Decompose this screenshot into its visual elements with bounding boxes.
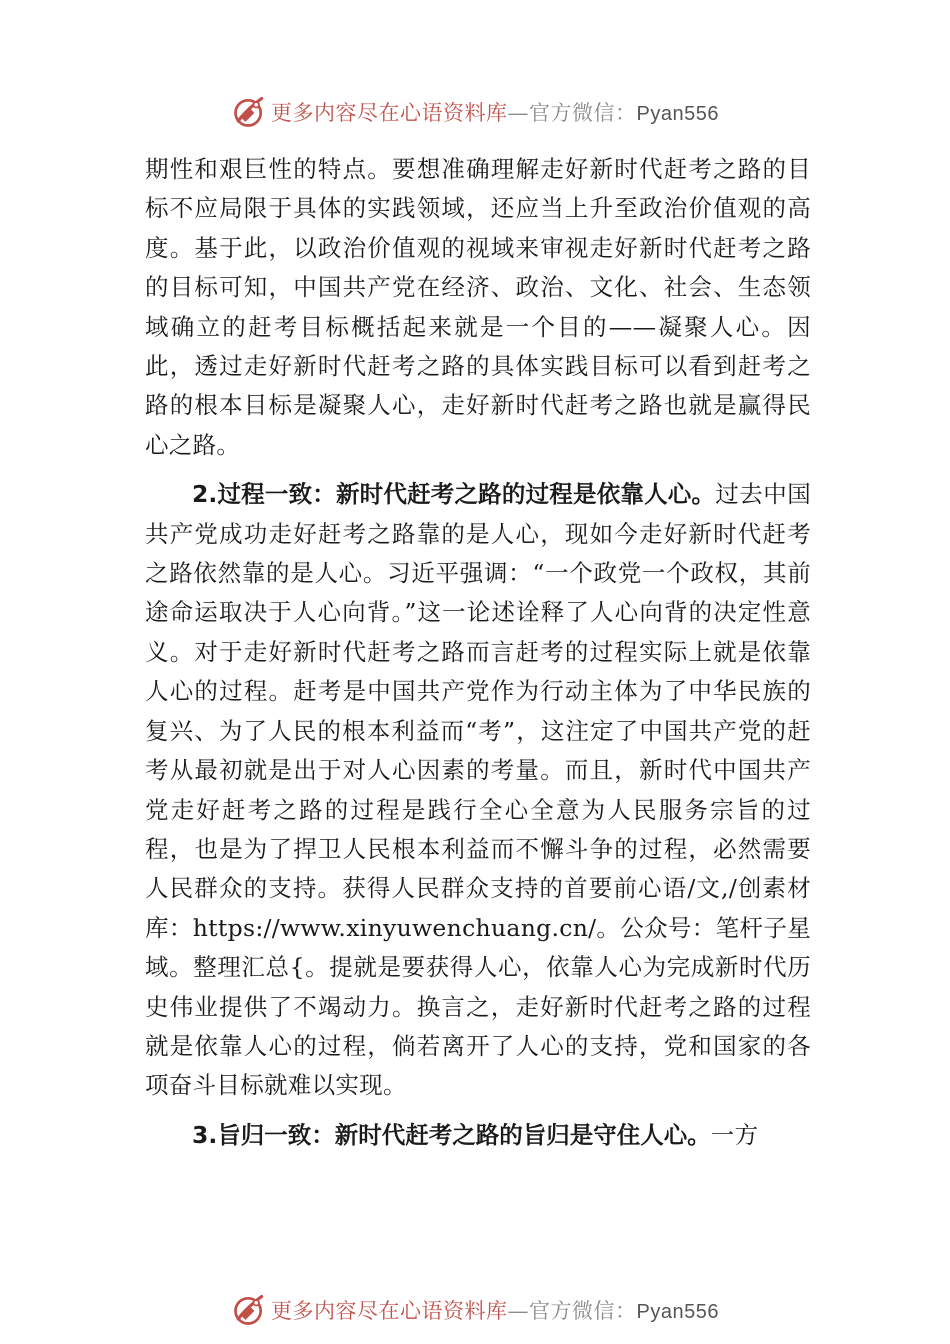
paragraph-3-text: 一方 [710,1120,759,1149]
page-footer-banner [0,1290,950,1330]
footer-site-label: 更多内容尽在心语资料库 [271,1299,508,1323]
header-wechat-id: Pyan556 [636,103,719,125]
footer-wechat-label: 官方微信： [529,1299,637,1323]
paragraph-2-text: 过去中国共产党成功走好赶考之路靠的是人心，现如今走好新时代赶考之路依然靠的是人心。习近平强调：“一个政党一个政权，其前途命运取决于人心向背。”这一论述诠释了人心向背的决定性意义。对于走好新时代赶考之路而言赶考的过程实际上就是依靠人心的过程。赶考是中国共产党作为行动主体为了中华民族的复兴、为了人民的根本利益而“考”，这注定了中国共产党的赶考从最初就是出于对人心因素的考量。而且，新时代中国共产党走好赶考之路的过程是践行全心全意为人民服务宗旨的过程，也是为了捍卫人民根本利益而不懈斗争的过程，必然需要人民群众的支持。获得人民群众支持的首要前心语/文,/创素材库：https://www.xinyuwenchuang.cn/。公众号：笔杆子星域。整理汇总{。提就是要获得人心，依靠人心为完成新时代历史伟业提供了不竭动力。换言之，走好新时代赶考之路的过程就是依靠人心的过程，倘若离开了人心的支持，党和国家的各项奋斗目标就难以实现。 [145,480,812,1100]
header-wechat-label: 官方微信： [529,101,637,125]
footer-text [271,1295,719,1325]
footer-dash: — [507,1299,530,1323]
header-text [271,97,719,127]
paragraph-3 [145,1116,811,1155]
pen-nib-logo-icon [231,94,267,130]
pen-nib-logo-icon [231,1292,267,1328]
paragraph-2 [145,475,811,1106]
paragraph-3-heading: 3.旨归一致：新时代赶考之路的旨归是守住人心。 [192,1120,711,1149]
header-site-label: 更多内容尽在心语资料库 [271,101,508,125]
paragraph-2-heading: 2.过程一致：新时代赶考之路的过程是依靠人心。 [192,480,716,509]
page-header-banner [0,92,950,132]
header-dash: — [507,101,530,125]
document-body [145,150,811,1155]
footer-wechat-id: Pyan556 [636,1301,719,1323]
paragraph-1: 期性和艰巨性的特点。要想准确理解走好新时代赶考之路的目标不应局限于具体的实践领域，还应当上升至政治价值观的高度。基于此，以政治价值观的视域来审视走好新时代赶考之路的目标可知，中国共产党在经济、政治、文化、社会、生态领域确立的赶考目标概括起来就是一个目的——凝聚人心。因此，透过走好新时代赶考之路的具体实践目标可以看到赶考之路的根本目标是凝聚人心，走好新时代赶考之路也就是赢得民心之路。 [145,155,811,459]
